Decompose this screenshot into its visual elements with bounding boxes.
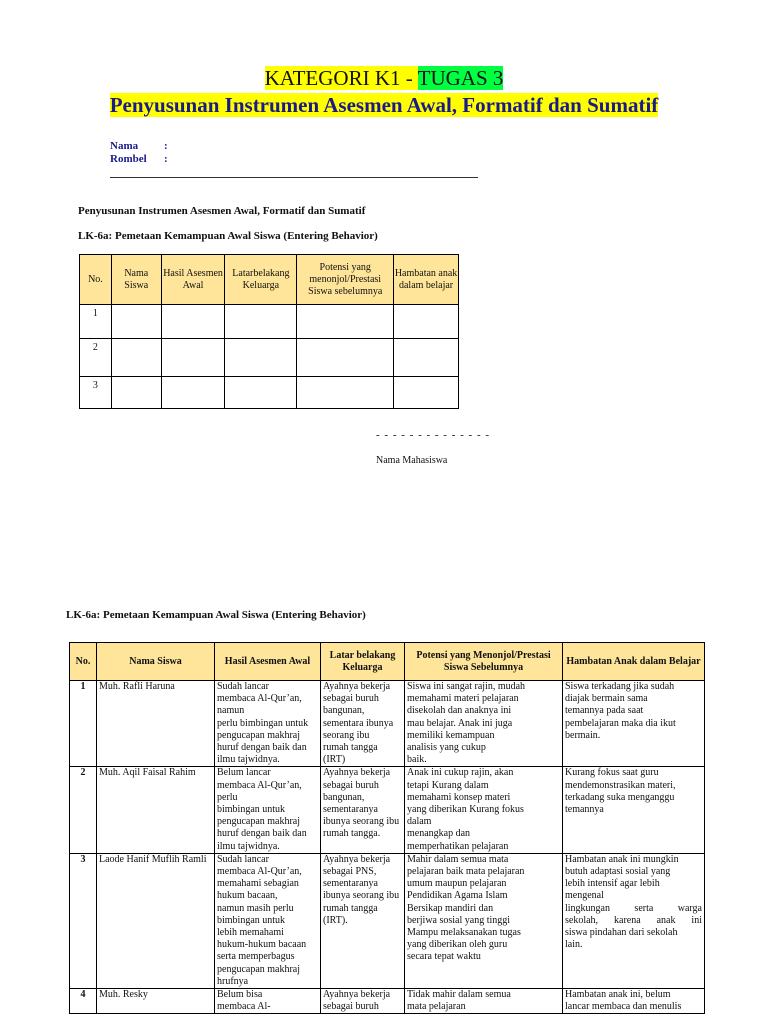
rombel-row — [110, 153, 168, 165]
empty-cell[interactable] — [297, 339, 394, 377]
hambatan-line: mengenal — [565, 890, 604, 902]
hasil-line: Belum bisa — [217, 989, 263, 1001]
hasil-line: huruf dengan baik dan — [217, 828, 307, 840]
header-cell: Nama Siswa — [111, 255, 161, 305]
empty-cell[interactable] — [161, 377, 225, 409]
potensi-line: Mampu melaksanakan tugas — [407, 927, 521, 939]
hasil-line: ilmu tajwidnya. — [217, 754, 280, 766]
hambatan-line: Siswa terkadang jika sudah — [565, 681, 675, 692]
table-row — [70, 989, 705, 1014]
empty-cell[interactable] — [394, 377, 459, 409]
latar-line: bangunan, — [323, 791, 365, 803]
potensi-cell — [405, 853, 563, 988]
potensi-line: mata pelajaran — [407, 1001, 466, 1013]
potensi-line: Mahir dalam semua mata — [407, 853, 509, 865]
latar-cell — [321, 767, 405, 853]
potensi-line: disekolah dan anaknya ini — [407, 705, 512, 717]
latar-cell — [321, 681, 405, 767]
signature-name: Nama Mahasiswa — [376, 455, 448, 466]
row-number: 1 — [80, 305, 112, 339]
latar-line: rumah tangga (IRT). — [323, 902, 378, 926]
latar-line: Ayahnya bekerja — [323, 767, 391, 779]
table-row — [80, 339, 459, 377]
potensi-line: menangkap dan — [407, 828, 471, 840]
empty-cell[interactable] — [225, 339, 297, 377]
row-number: 2 — [80, 339, 112, 377]
hasil-line: membaca Al-Qur’an, — [217, 693, 302, 705]
header-cell: Potensi yang Menonjol/Prestasi Siswa Sebelumnya — [405, 643, 563, 681]
header-cell: Hasil Asesmen Awal — [161, 255, 225, 305]
hasil-line: bimbingan untuk — [217, 914, 286, 926]
latar-line: Ayahnya bekerja — [323, 853, 391, 865]
latar-line: ibunya seorang ibu — [323, 890, 400, 902]
name-colon: : — [164, 140, 168, 152]
empty-cell[interactable] — [225, 305, 297, 339]
hambatan-line: butuh adaptasi sosial yang — [565, 866, 671, 878]
student-name: Muh. Aqil Faisal Rahim — [97, 767, 215, 853]
latar-line: Ayahnya bekerja — [323, 989, 391, 1001]
hasil-line: pengucapan makhraj — [217, 963, 301, 975]
document-title — [0, 66, 768, 90]
table-row — [70, 853, 705, 988]
hasil-line: Belum lancar — [217, 767, 271, 779]
empty-cell[interactable] — [394, 339, 459, 377]
section-title-lk6a-filled: LK-6a: Pemetaan Kemampuan Awal Siswa (Entering Behavior) — [66, 609, 366, 621]
empty-cell[interactable] — [394, 305, 459, 339]
potensi-cell — [405, 989, 563, 1014]
potensi-line: baik. — [407, 754, 427, 766]
latar-cell — [321, 989, 405, 1014]
entering-behavior-filled-table — [69, 642, 705, 1014]
latar-line: bangunan, — [323, 705, 365, 717]
empty-cell[interactable] — [297, 305, 394, 339]
row-number: 4 — [70, 989, 97, 1014]
student-name: Muh. Rafli Haruna — [97, 681, 215, 767]
latar-line: sebagai buruh — [323, 1001, 379, 1013]
hambatan-line: lebih intensif agar lebih — [565, 878, 660, 890]
potensi-cell — [405, 767, 563, 853]
hambatan-line: siswa pindahan dari sekolah — [565, 927, 678, 939]
potensi-line: yang diberikan Kurang fokus — [407, 804, 524, 816]
rombel-colon: : — [164, 153, 168, 165]
empty-cell[interactable] — [161, 305, 225, 339]
potensi-line: Tidak mahir dalam semua — [407, 989, 511, 1001]
hambatan-cell — [563, 989, 705, 1014]
potensi-line: tetapi Kurang dalam — [407, 779, 489, 791]
hasil-cell — [215, 989, 321, 1014]
table-row — [70, 767, 705, 853]
hasil-line: hrufnya — [217, 975, 249, 987]
latar-line: sementaranya — [323, 878, 378, 890]
latar-line: rumah tangga. — [323, 828, 381, 840]
header-cell: No. — [70, 643, 97, 681]
potensi-line: berjiwa sosial yang tinggi — [407, 914, 511, 926]
potensi-line: mau belajar. Anak ini juga — [407, 717, 513, 729]
potensi-line: yang diberikan oleh guru — [407, 939, 508, 951]
empty-cell[interactable] — [225, 377, 297, 409]
empty-cell[interactable] — [111, 339, 161, 377]
hasil-line: hukum-hukum bacaan — [217, 939, 307, 951]
title-task: TUGAS 3 — [417, 66, 504, 90]
hasil-cell — [215, 767, 321, 853]
divider-line — [110, 177, 478, 178]
empty-cell[interactable] — [161, 339, 225, 377]
potensi-line: memahami materi pelajaran — [407, 693, 519, 705]
row-number: 2 — [70, 767, 97, 853]
potensi-line: Bersikap mandiri dan — [407, 902, 494, 914]
hasil-line: namun — [217, 705, 245, 717]
hasil-line: membaca Al-Qur’an, — [217, 779, 302, 791]
row-number: 1 — [70, 681, 97, 767]
hasil-line: lebih memahami — [217, 927, 284, 939]
name-label: Nama — [110, 140, 139, 152]
hambatan-line: pembelajaran maka dia ikut — [565, 717, 676, 729]
latar-line: ibunya seorang ibu — [323, 816, 400, 828]
potensi-line: memiliki kemampuan — [407, 729, 495, 741]
header-cell: Latarbelakang Keluarga — [225, 255, 297, 305]
empty-cell[interactable] — [111, 305, 161, 339]
hasil-line: membaca Al- — [217, 1001, 271, 1013]
hasil-line: bimbingan untuk — [217, 804, 286, 816]
latar-line: sebagai buruh — [323, 693, 379, 705]
section-title-instrument: Penyusunan Instrumen Asesmen Awal, Formatif dan Sumatif — [78, 205, 366, 217]
signature-line: - - - - - - - - - - - - - - — [376, 429, 491, 441]
hasil-line: pengucapan makhraj — [217, 816, 301, 828]
hambatan-line: Hambatan anak ini, belum — [565, 989, 671, 1001]
header-cell: Hambatan anak dalam belajar — [394, 255, 459, 305]
subtitle-text: Penyusunan Instrumen Asesmen Awal, Formatif dan Sumatif — [109, 93, 659, 117]
empty-cell[interactable] — [111, 377, 161, 409]
hambatan-line: temannya — [565, 804, 604, 816]
hambatan-line: temannya pada saat — [565, 705, 644, 717]
header-cell: Latar belakang Keluarga — [321, 643, 405, 681]
hasil-line: Sudah lancar — [217, 853, 269, 865]
potensi-line: memperhatikan pelajaran — [407, 840, 509, 852]
header-cell: Potensi yang menonjol/Prestasi Siswa sebelumnya — [297, 255, 394, 305]
latar-line: sementaranya — [323, 804, 378, 816]
header-cell: No. — [80, 255, 112, 305]
hambatan-line: Kurang fokus saat guru — [565, 767, 659, 779]
hasil-line: namun masih perlu — [217, 902, 294, 914]
hasil-line: memahami sebagian — [217, 878, 299, 890]
potensi-line: Pendidikan Agama Islam — [407, 890, 508, 902]
potensi-line: pelajaran baik mata pelajaran — [407, 866, 525, 878]
hasil-line: perlu — [217, 791, 238, 803]
latar-line: rumah tangga (IRT) — [323, 742, 378, 766]
hasil-line: pengucapan makhraj — [217, 729, 301, 741]
hambatan-line: bermain. — [565, 729, 601, 741]
hasil-line: ilmu tajwidnya. — [217, 840, 280, 852]
latar-line: sebagai buruh — [323, 779, 379, 791]
table-row — [80, 305, 459, 339]
name-row — [110, 140, 168, 152]
hambatan-line: mendemonstrasikan materi, — [565, 779, 676, 791]
hambatan-cell — [563, 681, 705, 767]
table-header-row — [70, 643, 705, 681]
student-name: Laode Hanif Muflih Ramli — [97, 853, 215, 988]
table-row — [80, 377, 459, 409]
latar-line: seorang ibu — [323, 729, 370, 741]
hasil-line: serta memperbagus — [217, 951, 295, 963]
potensi-line: Anak ini cukup rajin, akan — [407, 767, 514, 779]
potensi-line: dalam — [407, 816, 432, 828]
rombel-label: Rombel — [110, 153, 147, 165]
hasil-line: perlu bimbingan untuk — [217, 717, 309, 729]
potensi-cell — [405, 681, 563, 767]
hambatan-line: diajak bermain sama — [565, 693, 648, 705]
latar-cell — [321, 853, 405, 988]
latar-line: sebagai PNS, — [323, 866, 377, 878]
hasil-line: Sudah lancar — [217, 681, 269, 692]
title-category: KATEGORI K1 - — [264, 66, 418, 90]
table-header-row — [80, 255, 459, 305]
hasil-cell — [215, 853, 321, 988]
hasil-line: hukum bacaan, — [217, 890, 278, 902]
table-row — [70, 681, 705, 767]
hambatan-line: lingkungan serta warga — [565, 902, 702, 914]
hambatan-line: Hambatan anak ini mungkin — [565, 853, 679, 865]
potensi-line: memahami konsep materi — [407, 791, 511, 803]
empty-cell[interactable] — [297, 377, 394, 409]
latar-line: Ayahnya bekerja — [323, 681, 391, 692]
hasil-cell — [215, 681, 321, 767]
document-subtitle — [0, 92, 768, 118]
potensi-line: secara tepat waktu — [407, 951, 481, 963]
potensi-line: Siswa ini sangat rajin, mudah — [407, 681, 526, 692]
hambatan-line: terkadang suka menganggu — [565, 791, 675, 803]
entering-behavior-template-table — [79, 254, 459, 409]
hasil-line: membaca Al-Qur’an, — [217, 866, 302, 878]
header-cell: Nama Siswa — [97, 643, 215, 681]
student-name: Muh. Resky — [97, 989, 215, 1014]
potensi-line: analisis yang cukup — [407, 742, 486, 754]
row-number: 3 — [70, 853, 97, 988]
hambatan-cell — [563, 853, 705, 988]
latar-line: sementara ibunya — [323, 717, 394, 729]
hambatan-line: lancar membaca dan menulis — [565, 1001, 682, 1013]
hambatan-line: sekolah, karena anak ini — [565, 914, 702, 926]
row-number: 3 — [80, 377, 112, 409]
header-cell: Hasil Asesmen Awal — [215, 643, 321, 681]
hambatan-line: lain. — [565, 939, 583, 951]
hasil-line: huruf dengan baik dan — [217, 742, 307, 754]
section-title-lk6a: LK-6a: Pemetaan Kemampuan Awal Siswa (Entering Behavior) — [78, 230, 378, 242]
hambatan-cell — [563, 767, 705, 853]
potensi-line: umum maupun pelajaran — [407, 878, 507, 890]
header-cell: Hambatan Anak dalam Belajar — [563, 643, 705, 681]
